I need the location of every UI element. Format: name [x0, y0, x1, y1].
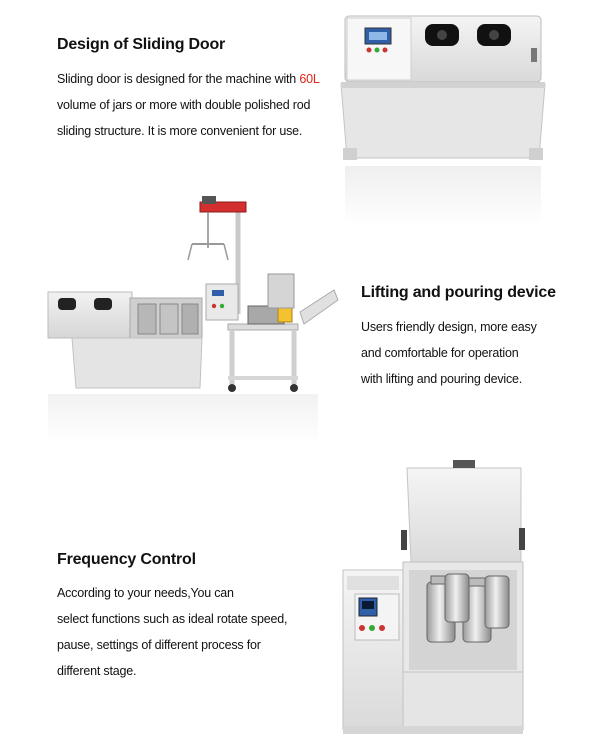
description-line: volume of jars or more with double polished rod [57, 98, 311, 112]
description-line: Users friendly design, more easy [361, 320, 537, 334]
description-line: different stage. [57, 664, 137, 678]
section-title: Design of Sliding Door [57, 36, 226, 53]
highlight-text: 60L [299, 72, 320, 86]
description-line: with lifting and pouring device. [361, 372, 523, 386]
description-line: and comfortable for operation [361, 346, 519, 360]
section-title: Frequency Control [57, 551, 196, 568]
section-description [57, 66, 320, 144]
description-line: pause, settings of different process for [57, 638, 261, 652]
frequency-control-machine-image [335, 458, 550, 738]
description-line: sliding structure. It is more convenient for use. [57, 124, 303, 138]
description-line: Sliding door is designed for the machine with 60L [57, 72, 320, 86]
section-description [57, 580, 287, 684]
section-description [361, 314, 537, 392]
description-line: select functions such as ideal rotate speed, [57, 612, 288, 626]
section-title: Lifting and pouring device [361, 284, 556, 301]
description-line: According to your needs,You can [57, 586, 234, 600]
lifting-pouring-machine-image [42, 188, 342, 448]
sliding-door-machine-image [325, 8, 560, 238]
